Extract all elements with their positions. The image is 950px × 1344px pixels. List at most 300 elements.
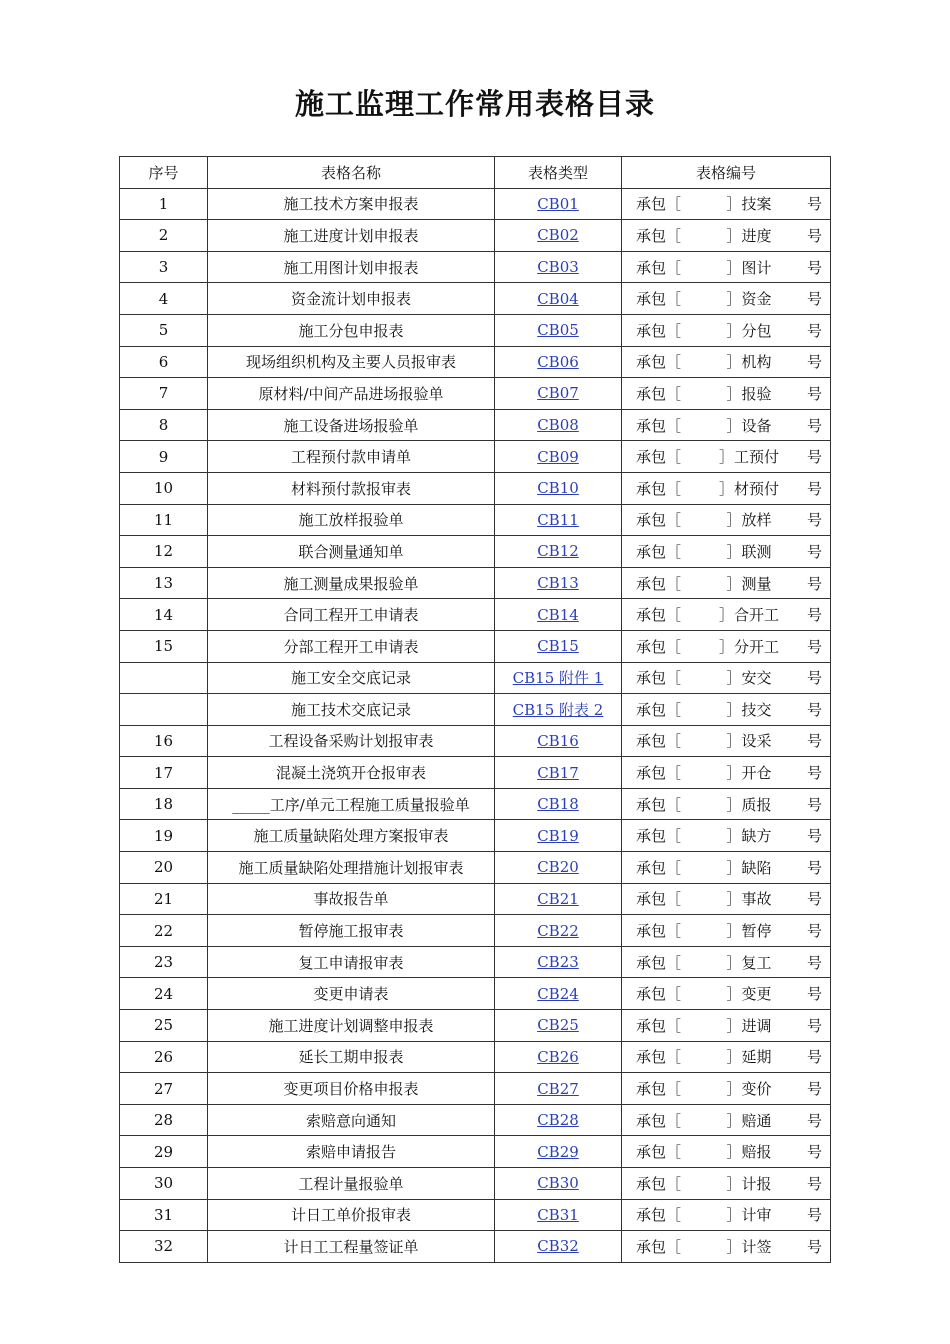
row-form-type — [495, 441, 622, 473]
number-suffix: 号 — [806, 669, 822, 688]
form-code-link[interactable]: CB25 — [537, 1016, 579, 1035]
number-bracket: ］计报 — [726, 1174, 772, 1193]
row-serial: 1 — [120, 188, 208, 220]
number-prefix: 承包［ — [636, 1080, 682, 1099]
number-prefix: 承包［ — [636, 669, 682, 688]
number-prefix: 承包［ — [636, 1174, 682, 1193]
table-row — [120, 472, 831, 504]
form-code-link[interactable]: CB19 — [537, 826, 579, 845]
row-serial: 22 — [120, 915, 208, 947]
number-prefix: 承包［ — [636, 195, 682, 214]
number-bracket: ］设采 — [726, 732, 772, 751]
form-code-link[interactable]: CB15 附件 1 — [512, 669, 604, 688]
row-form-type — [495, 915, 622, 947]
row-form-name: 合同工程开工申请表 — [208, 599, 495, 631]
number-suffix: 号 — [806, 353, 822, 372]
row-form-type — [495, 472, 622, 504]
row-form-name: 施工技术方案申报表 — [208, 188, 495, 220]
number-bracket: ］技案 — [726, 195, 772, 214]
row-form-type — [495, 725, 622, 757]
header-form-name: 表格名称 — [208, 157, 495, 189]
number-suffix: 号 — [806, 637, 822, 656]
form-code-link[interactable]: CB32 — [537, 1237, 579, 1256]
row-serial: 3 — [120, 251, 208, 283]
number-prefix: 承包［ — [636, 1237, 682, 1256]
row-form-type — [495, 251, 622, 283]
number-bracket: ］放样 — [726, 511, 772, 530]
number-prefix: 承包［ — [636, 258, 682, 277]
row-form-type — [495, 788, 622, 820]
table-row — [120, 188, 831, 220]
number-bracket: ］质报 — [726, 795, 772, 814]
row-form-number — [622, 378, 831, 410]
table-row — [120, 251, 831, 283]
number-suffix: 号 — [806, 574, 822, 593]
row-form-name: 变更项目价格申报表 — [208, 1073, 495, 1105]
form-code-link[interactable]: CB20 — [537, 858, 579, 877]
row-form-name: 施工设备进场报验单 — [208, 409, 495, 441]
number-prefix: 承包［ — [636, 890, 682, 909]
row-serial: 13 — [120, 567, 208, 599]
row-serial: 15 — [120, 630, 208, 662]
table-row — [120, 1010, 831, 1042]
table-row — [120, 504, 831, 536]
number-bracket: ］材预付 — [718, 479, 779, 498]
number-prefix: 承包［ — [636, 1206, 682, 1225]
row-form-number — [622, 852, 831, 884]
row-form-name: 施工进度计划调整申报表 — [208, 1010, 495, 1042]
form-code-link[interactable]: CB18 — [537, 795, 579, 814]
number-suffix: 号 — [806, 764, 822, 783]
number-bracket: ］延期 — [726, 1048, 772, 1067]
table-row — [120, 915, 831, 947]
number-prefix: 承包［ — [636, 795, 682, 814]
form-code-link[interactable]: CB08 — [537, 416, 579, 435]
row-form-number — [622, 441, 831, 473]
row-form-number — [622, 694, 831, 726]
form-code-link[interactable]: CB31 — [537, 1205, 579, 1224]
number-suffix: 号 — [806, 732, 822, 751]
row-form-name: 施工质量缺陷处理方案报审表 — [208, 820, 495, 852]
table-row — [120, 1199, 831, 1231]
table-row — [120, 346, 831, 378]
row-form-type — [495, 283, 622, 315]
number-prefix: 承包［ — [636, 858, 682, 877]
row-form-number — [622, 1136, 831, 1168]
number-bracket: ］资金 — [726, 290, 772, 309]
form-code-link[interactable]: CB09 — [537, 447, 579, 466]
row-form-name: 原材料/中间产品进场报验单 — [208, 378, 495, 410]
row-form-name: 分部工程开工申请表 — [208, 630, 495, 662]
number-bracket: ］联测 — [726, 542, 772, 561]
row-form-type — [495, 567, 622, 599]
number-prefix: 承包［ — [636, 574, 682, 593]
row-form-number — [622, 915, 831, 947]
number-suffix: 号 — [806, 542, 822, 561]
row-form-type — [495, 1168, 622, 1200]
table-row — [120, 409, 831, 441]
row-form-name: 施工技术交底记录 — [208, 694, 495, 726]
number-bracket: ］事故 — [726, 890, 772, 909]
row-form-number — [622, 1231, 831, 1263]
number-suffix: 号 — [806, 1237, 822, 1256]
form-code-link[interactable]: CB10 — [537, 479, 579, 498]
row-serial: 23 — [120, 946, 208, 978]
number-suffix: 号 — [806, 321, 822, 340]
number-bracket: ］赔通 — [726, 1111, 772, 1130]
table-row — [120, 441, 831, 473]
form-code-link[interactable]: CB21 — [537, 889, 579, 908]
table-row — [120, 757, 831, 789]
form-code-link[interactable]: CB06 — [537, 352, 579, 371]
row-form-name: 联合测量通知单 — [208, 536, 495, 568]
row-form-number — [622, 1073, 831, 1105]
number-suffix: 号 — [806, 1048, 822, 1067]
form-code-link[interactable]: CB11 — [537, 510, 579, 529]
row-form-type — [495, 220, 622, 252]
row-form-name: 施工质量缺陷处理措施计划报审表 — [208, 852, 495, 884]
row-form-type — [495, 662, 622, 694]
row-form-type — [495, 1199, 622, 1231]
table-row — [120, 852, 831, 884]
row-serial: 21 — [120, 883, 208, 915]
row-serial: 2 — [120, 220, 208, 252]
number-bracket: ］复工 — [726, 953, 772, 972]
number-bracket: ］分包 — [726, 321, 772, 340]
number-bracket: ］分开工 — [718, 637, 779, 656]
table-row — [120, 662, 831, 694]
row-form-type — [495, 883, 622, 915]
table-row — [120, 1041, 831, 1073]
number-prefix: 承包［ — [636, 637, 682, 656]
form-code-link[interactable]: CB05 — [537, 321, 579, 340]
number-suffix: 号 — [806, 479, 822, 498]
form-code-link[interactable]: CB26 — [537, 1047, 579, 1066]
row-form-number — [622, 662, 831, 694]
row-form-type — [495, 630, 622, 662]
table-row — [120, 946, 831, 978]
number-prefix: 承包［ — [636, 1016, 682, 1035]
row-serial: 7 — [120, 378, 208, 410]
table-row — [120, 820, 831, 852]
row-serial: 19 — [120, 820, 208, 852]
number-suffix: 号 — [806, 1206, 822, 1225]
table-row — [120, 314, 831, 346]
number-bracket: ］合开工 — [718, 606, 779, 625]
number-suffix: 号 — [806, 1016, 822, 1035]
row-form-number — [622, 1104, 831, 1136]
number-bracket: ］报验 — [726, 384, 772, 403]
row-serial: 27 — [120, 1073, 208, 1105]
row-form-name: 现场组织机构及主要人员报审表 — [208, 346, 495, 378]
number-bracket: ］技交 — [726, 700, 772, 719]
row-form-type — [495, 1104, 622, 1136]
form-code-link[interactable]: CB27 — [537, 1079, 579, 1098]
row-form-number — [622, 188, 831, 220]
row-form-number — [622, 820, 831, 852]
row-serial: 9 — [120, 441, 208, 473]
form-code-link[interactable]: CB28 — [537, 1111, 579, 1130]
row-form-number — [622, 314, 831, 346]
row-serial: 14 — [120, 599, 208, 631]
row-form-name: 索赔意向通知 — [208, 1104, 495, 1136]
row-form-name: 计日工单价报审表 — [208, 1199, 495, 1231]
row-form-number — [622, 251, 831, 283]
number-suffix: 号 — [806, 195, 822, 214]
table-row — [120, 599, 831, 631]
row-form-type — [495, 1231, 622, 1263]
row-serial: 30 — [120, 1168, 208, 1200]
form-code-link[interactable]: CB12 — [537, 542, 579, 561]
table-row — [120, 536, 831, 568]
number-bracket: ］设备 — [726, 416, 772, 435]
table-header-row — [120, 157, 831, 189]
row-serial: 32 — [120, 1231, 208, 1263]
form-code-link[interactable]: CB24 — [537, 984, 579, 1003]
number-bracket: ］进调 — [726, 1016, 772, 1035]
table-row — [120, 883, 831, 915]
row-serial: 4 — [120, 283, 208, 315]
form-code-link[interactable]: CB13 — [537, 574, 579, 593]
number-prefix: 承包［ — [636, 542, 682, 561]
number-prefix: 承包［ — [636, 606, 682, 625]
row-form-name: 施工用图计划申报表 — [208, 251, 495, 283]
header-serial: 序号 — [120, 157, 208, 189]
number-prefix: 承包［ — [636, 827, 682, 846]
number-prefix: 承包［ — [636, 700, 682, 719]
row-form-number — [622, 725, 831, 757]
row-form-type — [495, 757, 622, 789]
number-prefix: 承包［ — [636, 511, 682, 530]
number-prefix: 承包［ — [636, 353, 682, 372]
number-bracket: ］缺陷 — [726, 858, 772, 877]
form-code-link[interactable]: CB04 — [537, 289, 579, 308]
row-serial: 31 — [120, 1199, 208, 1231]
number-bracket: ］安交 — [726, 669, 772, 688]
row-form-number — [622, 409, 831, 441]
row-serial: 5 — [120, 314, 208, 346]
row-form-name: 施工分包申报表 — [208, 314, 495, 346]
table-row — [120, 788, 831, 820]
row-form-type — [495, 409, 622, 441]
row-form-name: 工程计量报验单 — [208, 1168, 495, 1200]
table-row — [120, 725, 831, 757]
row-form-number — [622, 1168, 831, 1200]
number-suffix: 号 — [806, 890, 822, 909]
row-form-type — [495, 1136, 622, 1168]
number-bracket: ］开仓 — [726, 764, 772, 783]
row-form-name: 混凝土浇筑开仓报审表 — [208, 757, 495, 789]
number-prefix: 承包［ — [636, 953, 682, 972]
row-serial — [120, 662, 208, 694]
row-form-name: 延长工期申报表 — [208, 1041, 495, 1073]
number-prefix: 承包［ — [636, 1143, 682, 1162]
number-suffix: 号 — [806, 700, 822, 719]
row-form-name: 复工申请报审表 — [208, 946, 495, 978]
row-form-name: 计日工工程量签证单 — [208, 1231, 495, 1263]
row-form-name: 索赔申请报告 — [208, 1136, 495, 1168]
number-prefix: 承包［ — [636, 448, 682, 467]
row-serial: 18 — [120, 788, 208, 820]
row-form-type — [495, 504, 622, 536]
row-form-type — [495, 1041, 622, 1073]
table-row — [120, 1168, 831, 1200]
number-prefix: 承包［ — [636, 985, 682, 1004]
row-serial: 26 — [120, 1041, 208, 1073]
row-form-number — [622, 1199, 831, 1231]
row-serial: 16 — [120, 725, 208, 757]
number-suffix: 号 — [806, 511, 822, 530]
form-code-link[interactable]: CB30 — [537, 1174, 579, 1193]
row-form-type — [495, 346, 622, 378]
number-bracket: ］进度 — [726, 226, 772, 245]
table-row — [120, 220, 831, 252]
number-suffix: 号 — [806, 1111, 822, 1130]
number-prefix: 承包［ — [636, 732, 682, 751]
table-row — [120, 1231, 831, 1263]
number-suffix: 号 — [806, 290, 822, 309]
number-bracket: ］暂停 — [726, 922, 772, 941]
row-serial — [120, 694, 208, 726]
number-bracket: ］计签 — [726, 1237, 772, 1256]
number-prefix: 承包［ — [636, 290, 682, 309]
row-serial: 8 — [120, 409, 208, 441]
table-row — [120, 978, 831, 1010]
row-form-type — [495, 852, 622, 884]
row-form-type — [495, 378, 622, 410]
header-form-number: 表格编号 — [622, 157, 831, 189]
number-suffix: 号 — [806, 448, 822, 467]
number-suffix: 号 — [806, 606, 822, 625]
row-form-number — [622, 504, 831, 536]
form-code-link[interactable]: CB17 — [537, 763, 579, 782]
number-bracket: ］变更 — [726, 985, 772, 1004]
number-bracket: ］机构 — [726, 353, 772, 372]
number-prefix: 承包［ — [636, 922, 682, 941]
row-form-name: 施工进度计划申报表 — [208, 220, 495, 252]
row-serial: 25 — [120, 1010, 208, 1042]
row-form-name: 变更申请表 — [208, 978, 495, 1010]
row-form-name: 暂停施工报审表 — [208, 915, 495, 947]
table-row — [120, 694, 831, 726]
number-bracket: ］变价 — [726, 1080, 772, 1099]
row-form-number — [622, 536, 831, 568]
row-form-type — [495, 536, 622, 568]
number-suffix: 号 — [806, 795, 822, 814]
row-form-number — [622, 346, 831, 378]
number-bracket: ］赔报 — [726, 1143, 772, 1162]
row-form-type — [495, 946, 622, 978]
row-form-type — [495, 1010, 622, 1042]
number-suffix: 号 — [806, 858, 822, 877]
row-form-number — [622, 567, 831, 599]
number-bracket: ］工预付 — [718, 448, 779, 467]
table-row — [120, 1073, 831, 1105]
row-form-name: 工程预付款申请单 — [208, 441, 495, 473]
row-form-number — [622, 946, 831, 978]
row-serial: 12 — [120, 536, 208, 568]
form-code-link[interactable]: CB02 — [537, 226, 579, 245]
form-code-link[interactable]: CB23 — [537, 953, 579, 972]
number-bracket: ］图计 — [726, 258, 772, 277]
row-form-number — [622, 978, 831, 1010]
form-code-link[interactable]: CB01 — [537, 194, 579, 213]
number-suffix: 号 — [806, 827, 822, 846]
number-bracket: ］计审 — [726, 1206, 772, 1225]
row-form-name: 材料预付款报审表 — [208, 472, 495, 504]
row-form-name: 资金流计划申报表 — [208, 283, 495, 315]
row-form-type — [495, 599, 622, 631]
page-title: 施工监理工作常用表格目录 — [294, 87, 655, 121]
number-prefix: 承包［ — [636, 321, 682, 340]
number-prefix: 承包［ — [636, 1111, 682, 1130]
number-suffix: 号 — [806, 416, 822, 435]
row-form-number — [622, 1010, 831, 1042]
form-code-link[interactable]: CB03 — [537, 258, 579, 277]
row-form-type — [495, 978, 622, 1010]
table-row — [120, 378, 831, 410]
number-suffix: 号 — [806, 1174, 822, 1193]
number-suffix: 号 — [806, 1080, 822, 1099]
number-bracket: ］缺方 — [726, 827, 772, 846]
row-serial: 20 — [120, 852, 208, 884]
row-form-number — [622, 883, 831, 915]
row-form-number — [622, 283, 831, 315]
row-form-name: 施工放样报验单 — [208, 504, 495, 536]
row-form-type — [495, 694, 622, 726]
row-serial: 6 — [120, 346, 208, 378]
row-serial: 10 — [120, 472, 208, 504]
row-form-name: 工程设备采购计划报审表 — [208, 725, 495, 757]
row-form-type — [495, 188, 622, 220]
form-code-link[interactable]: CB16 — [537, 731, 579, 750]
number-suffix: 号 — [806, 258, 822, 277]
row-form-type — [495, 314, 622, 346]
form-code-link[interactable]: CB29 — [537, 1142, 579, 1161]
number-suffix: 号 — [806, 922, 822, 941]
form-code-link[interactable]: CB22 — [537, 921, 579, 940]
form-code-link[interactable]: CB15 附表 2 — [512, 700, 604, 719]
number-prefix: 承包［ — [636, 384, 682, 403]
number-prefix: 承包［ — [636, 479, 682, 498]
row-serial: 28 — [120, 1104, 208, 1136]
table-row — [120, 1104, 831, 1136]
form-code-link[interactable]: CB07 — [537, 384, 579, 403]
table-row — [120, 630, 831, 662]
row-serial: 24 — [120, 978, 208, 1010]
number-suffix: 号 — [806, 226, 822, 245]
row-form-number — [622, 599, 831, 631]
form-code-link[interactable]: CB14 — [537, 605, 579, 624]
row-form-type — [495, 1073, 622, 1105]
row-form-name: 事故报告单 — [208, 883, 495, 915]
row-form-number — [622, 788, 831, 820]
row-serial: 17 — [120, 757, 208, 789]
row-form-number — [622, 757, 831, 789]
table-row — [120, 567, 831, 599]
row-form-number — [622, 630, 831, 662]
number-suffix: 号 — [806, 1143, 822, 1162]
header-form-type: 表格类型 — [495, 157, 622, 189]
row-form-name: 施工测量成果报验单 — [208, 567, 495, 599]
table-row — [120, 283, 831, 315]
number-suffix: 号 — [806, 985, 822, 1004]
form-code-link[interactable]: CB15 — [537, 637, 579, 656]
row-form-name: 施工安全交底记录 — [208, 662, 495, 694]
number-bracket: ］测量 — [726, 574, 772, 593]
number-prefix: 承包［ — [636, 764, 682, 783]
number-suffix: 号 — [806, 384, 822, 403]
